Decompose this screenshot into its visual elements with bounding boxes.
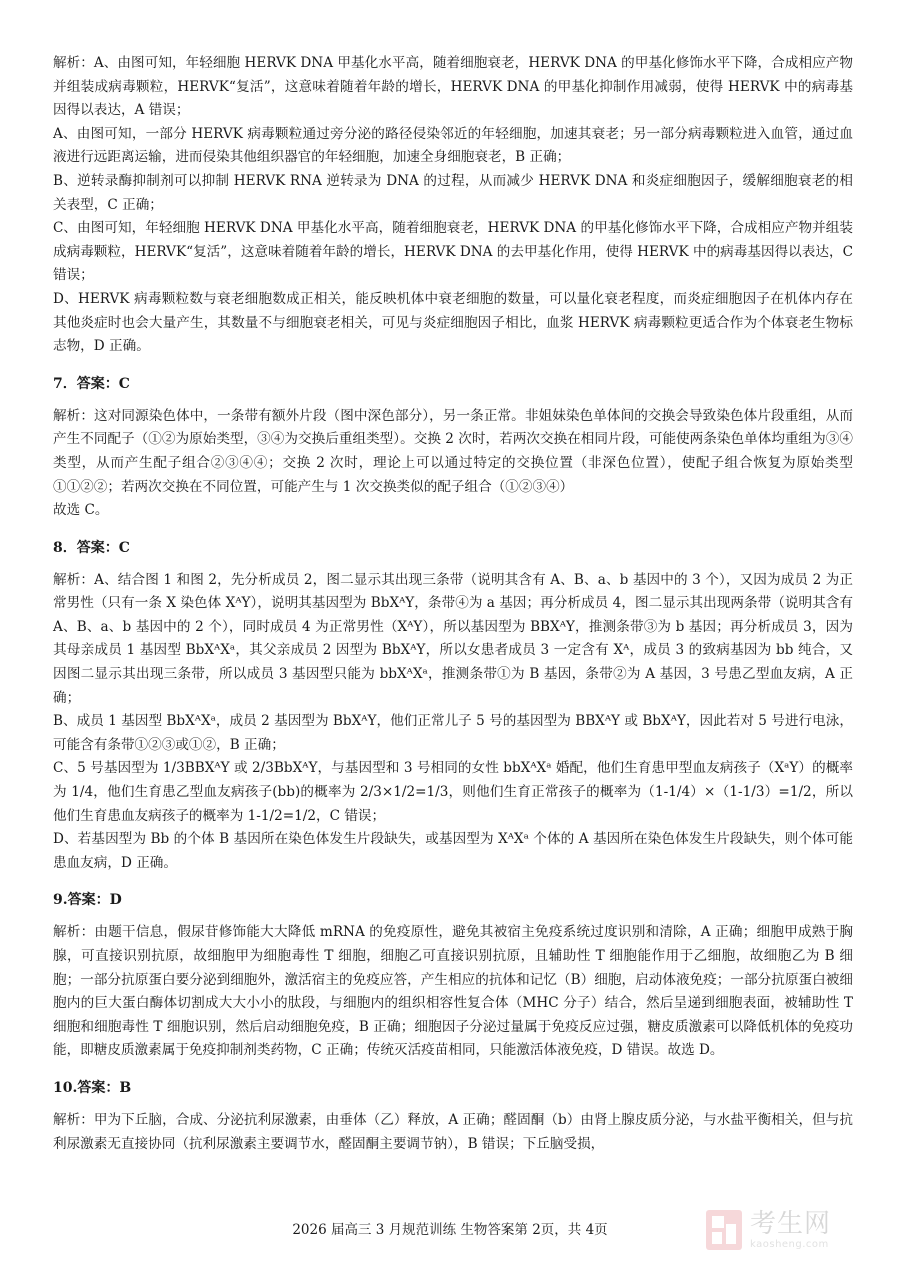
explanation-paragraph: D、若基因型为 Bb 的个体 B 基因所在染色体发生片段缺失，或基因型为 XᴬXᵃ 个体的 A 基因所在染色体发生片段缺失，则个体可能患血友病，D 正确。 — [53, 831, 853, 871]
answer-heading: 9.答案：D — [53, 892, 122, 909]
watermark-url: kaosheng.com — [750, 1239, 829, 1250]
answer-page — [53, 52, 853, 1156]
explanation-paragraph: 解析：由题干信息，假尿苷修饰能大大降低 mRNA 的免疫原性，避免其被宿主免疫系统过度识别和清除，A 正确；细胞甲成熟于胸腺，可直接识别抗原，故细胞甲为细胞毒性 T 细胞，细胞乙可直接识别抗原，且辅助性 T 细胞能作用于乙细胞，故细胞乙为 B 细胞；一部分抗原蛋白要分泌到细胞外，激活宿主的免疫应答，产生相应的抗体和记忆（B）细胞，启动体液免疫；一部分抗原蛋白被细胞内的巨大蛋白酶体切割成大大小小的肽段，与细胞内的组织相容性复合体（MHC 分子）结合，然后呈递到细胞表面，被辅助性 T 细胞和细胞毒性 T 细胞识别，然后启动细胞免疫，B 正确；细胞因子分泌过量属于免疫反应过强，糖皮质激素可以降低机体的免疫功能，即糖皮质激素属于免疫抑制剂类药物，C 正确；传统灭活疫苗相同，只能激活体液免疫，D 错误。故选 D。 — [53, 924, 853, 1059]
explanation-paragraph: B、成员 1 基因型 BbXᴬXᵃ，成员 2 基因型为 BbXᴬY，他们正常儿子 5 号的基因型为 BBXᴬY 或 BbXᴬY，因此若对 5 号进行电泳，可能含有条带①②③或①②，B 正确； — [53, 713, 853, 753]
explanation-paragraph: 解析：这对同源染色体中，一条带有额外片段（图中深色部分），另一条正常。非姐妹染色单体间的交换会导致染色体片段重组，从而产生不同配子（①②为原始类型，③④为交换后重组类型）。交换 2 次时，若两次交换在相同片段，可能使两条染色单体均重组为③④类型，从而产生配子组合②③④④；交换 2 次时，理论上可以通过特定的交换位置（非深色位置），使配子组合恢复为原始类型①①②②；若两次交换在不同位置，可能产生与 1 次交换类似的配子组合（①②③④） — [53, 407, 853, 495]
explanation-paragraph: 解析：甲为下丘脑，合成、分泌抗利尿激素，由垂体（乙）释放，A 正确；醛固酮（b）由肾上腺皮质分泌，与水盐平衡相关，但与抗利尿激素无直接协同（抗利尿激素主要调节水，醛固酮主要调节钠），B 错误；下丘脑受损， — [53, 1111, 853, 1152]
watermark-logo — [704, 1200, 864, 1260]
answer-heading: 8．答案：C — [53, 539, 130, 556]
explanation-paragraph: D、HERVK 病毒颗粒数与衰老细胞数成正相关，能反映机体中衰老细胞的数量，可以量化衰老程度，而炎症细胞因子在机体内存在其他炎症时也会大量产生，其数量不与细胞衰老相关，可见与炎症细胞因子相比，血浆 HERVK 病毒颗粒更适合作为个体衰老生物标志物，D 正确。 — [53, 290, 853, 355]
logo-icon — [704, 1208, 744, 1252]
explanation-paragraph: B、逆转录酶抑制剂可以抑制 HERVK RNA 逆转录为 DNA 的过程，从而减少 HERVK DNA 和炎症细胞因子，缓解细胞衰老的相关表型，C 正确； — [53, 172, 853, 213]
explanation-paragraph: C、由图可知，年轻细胞 HERVK DNA 甲基化水平高，随着细胞衰老，HERVK DNA 的甲基化修饰水平下降，合成相应产物并组装成病毒颗粒，HERVK“复活”，这意味着随着年龄的增长，HERVK DNA 的去甲基化作用，使得 HERVK 中的病毒基因得以表达，C 错误； — [53, 220, 853, 284]
explanation-paragraph: 故选 C。 — [53, 502, 109, 519]
page-footer: 2026 届高三 3 月规范训练 生物答案第 2页，共 4页 — [292, 1222, 608, 1238]
answer-heading: 7．答案：C — [53, 375, 130, 392]
answer-heading: 10.答案：B — [53, 1079, 132, 1096]
explanation-paragraph: 解析：A、结合图 1 和图 2，先分析成员 2，图二显示其出现三条带（说明其含有 A、B、a、b 基因中的 3 个），又因为成员 2 为正常男性（只有一条 X 染色体 XᴬY），说明其基因型为 BbXᴬY，条带④为 a 基因；再分析成员 4，图二显示其出现两条带（说明其含有 A、B、a、b 基因中的 2 个），同时成员 4 为正常男性（XᴬY），所以基因型为 BBXᴬY，推测条带③为 b 基因；再分析成员 3，因为其母亲成员 1 基因型 BbXᴬXᵃ，其父亲成员 2 因型为 BbXᴬY，所以女患者成员 3 一定含有 Xᴬ，成员 3 的致病基因为 bb 纯合，又因图二显示其出现三条带，所以成员 3 基因型只能为 bbXᴬXᵃ，推测条带①为 B 基因，条带②为 A 基因，3 号患乙型血友病，A 正确； — [53, 571, 853, 706]
explanation-paragraph: C、5 号基因型为 1/3BBXᴬY 或 2/3BbXᴬY，与基因型和 3 号相同的女性 bbXᴬXᵃ 婚配，他们生育患甲型血友病孩子（XᵃY）的概率为 1/4，他们生育患乙型血友病孩子(bb)的概率为 2/3×1/2=1/3，则他们生育正常孩子的概率为（1-1/4）×（1-1/3）=1/2，所以他们生育患血友病孩子的概率为 1-1/2=1/2，C 错误； — [53, 760, 853, 824]
explanation-paragraph: A、由图可知，一部分 HERVK 病毒颗粒通过旁分泌的路径侵染邻近的年轻细胞，加速其衰老；另一部分病毒颗粒进入血管，通过血液进行远距离运输，进而侵染其他组织器官的年轻细胞，加速全身细胞衰老，B 正确； — [53, 125, 853, 166]
explanation-paragraph: 解析：A、由图可知，年轻细胞 HERVK DNA 甲基化水平高，随着细胞衰老，HERVK DNA 的甲基化修饰水平下降，合成相应产物并组装成病毒颗粒，HERVK“复活”，这意味着随着年龄的增长，HERVK DNA 的甲基化抑制作用减弱，使得 HERVK 中的病毒基因得以表达，A 错误； — [53, 55, 853, 119]
watermark-text: 考生网 — [750, 1209, 832, 1239]
